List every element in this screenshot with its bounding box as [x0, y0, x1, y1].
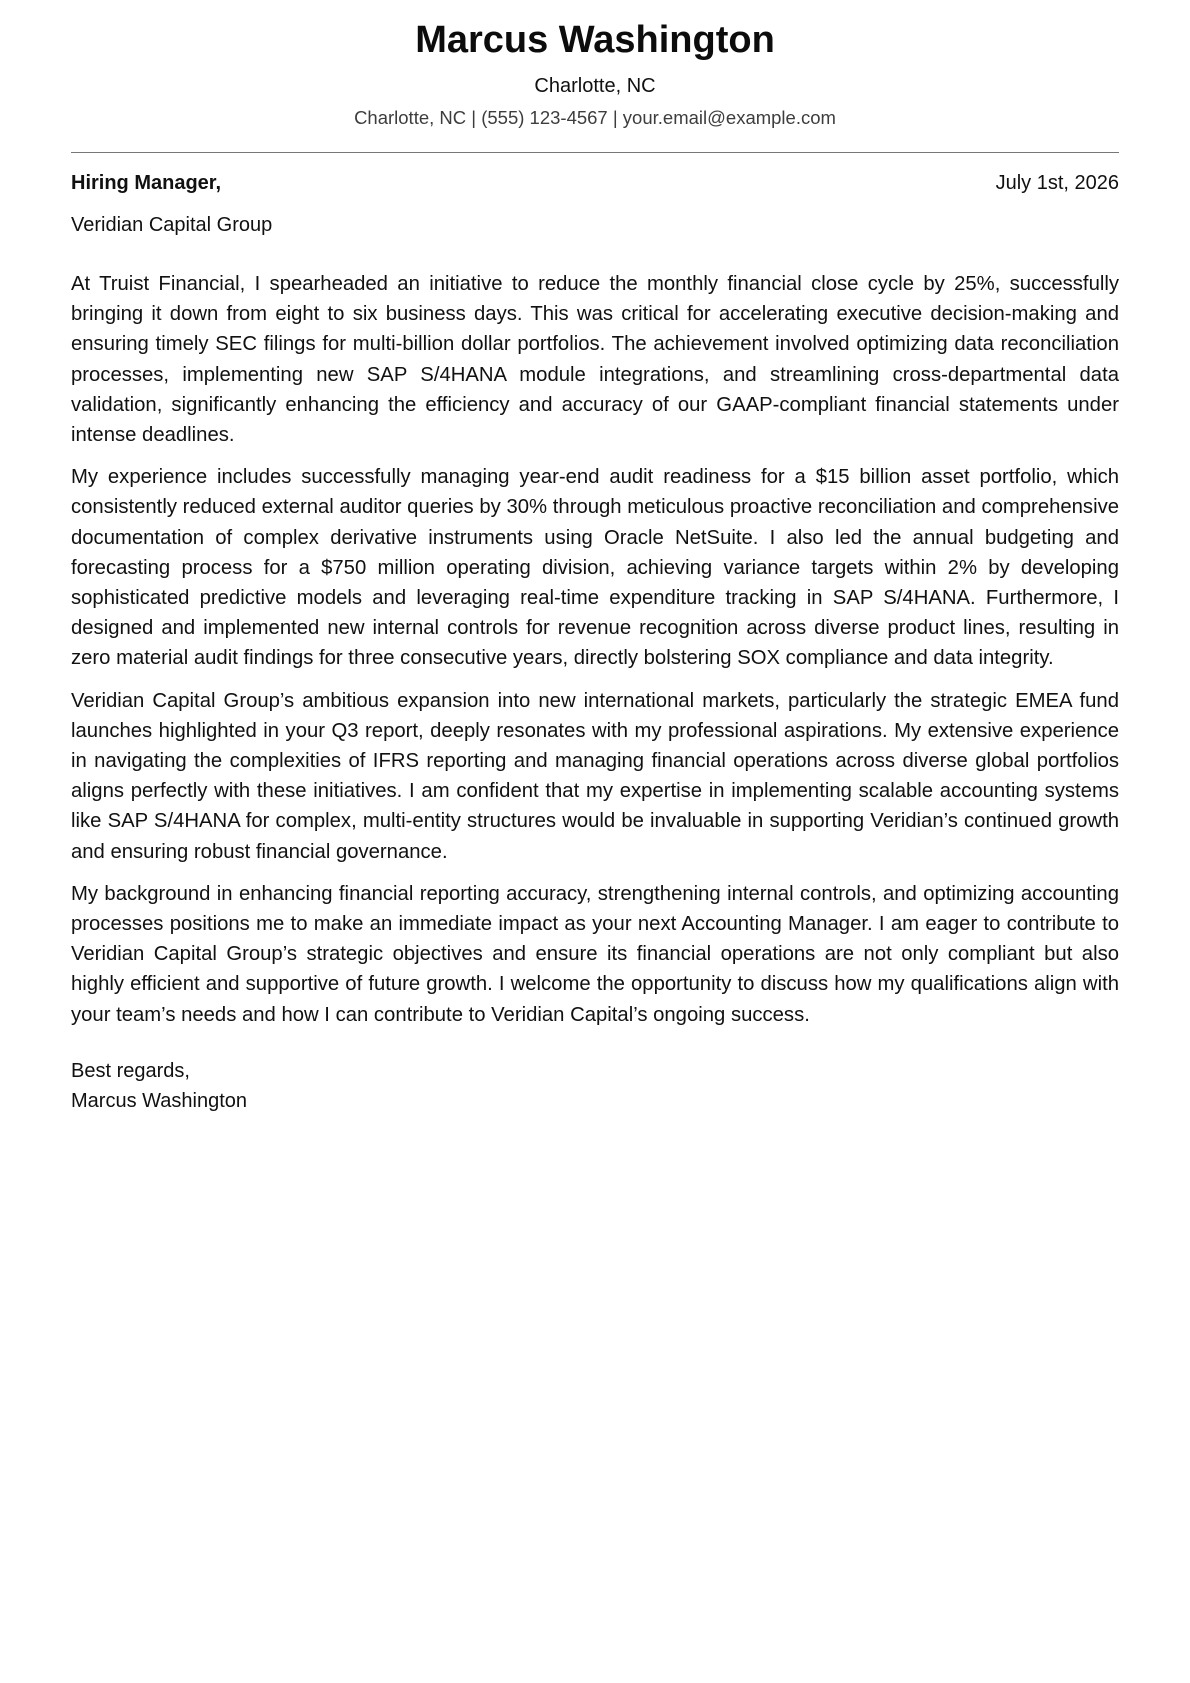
contact-line: Charlotte, NC | (555) 123-4567 | your.email@example.com — [354, 107, 836, 128]
letter-header — [71, 0, 1119, 130]
closing-phrase: Best regards, — [71, 1059, 190, 1082]
applicant-name: Marcus Washington — [415, 19, 775, 61]
recipient-date-row — [71, 169, 1119, 197]
header-divider — [71, 152, 1119, 153]
body-paragraph: My experience includes successfully managing year-end audit readiness for a $15 billion asset portfolio, which consistently reduced external auditor queries by 30% through meticulous proactive reconciliation and comprehensive documentation of complex derivative instruments using Oracle NetSuite. I also led the annual budgeting and forecasting process for a $750 million operating division, achieving variance targets within 2% by developing sophisticated predictive models and leveraging real-time expenditure tracking in SAP S/4HANA. Furthermore, I designed and implemented new internal controls for revenue recognition across diverse product lines, resulting in zero material audit findings for three consecutive years, directly bolstering SOX compliance and data integrity. — [71, 466, 1119, 670]
signature-name: Marcus Washington — [71, 1089, 247, 1112]
body-paragraph: Veridian Capital Group’s ambitious expansion into new international markets, particularly the strategic EMEA fund launches highlighted in your Q3 report, deeply resonates with my professional aspirations. My extensive experience in navigating the complexities of IFRS reporting and managing financial operations across diverse global portfolios aligns perfectly with these initiatives. I am confident that my expertise in implementing scalable accounting systems like SAP S/4HANA for complex, multi-entity structures would be invaluable in supporting Veridian’s continued growth and ensuring robust financial governance. — [71, 689, 1119, 863]
applicant-location: Charlotte, NC — [534, 75, 656, 97]
letter-body — [71, 269, 1119, 1030]
body-paragraph: At Truist Financial, I spearheaded an initiative to reduce the monthly financial close cycle by 25%, successfully bringing it down from eight to six business days. This was critical for accelerating executive decision-making and ensuring timely SEC filings for multi-billion dollar portfolios. The achievement involved optimizing data reconciliation processes, implementing new SAP S/4HANA module integrations, and streamlining cross-departmental data validation, significantly enhancing the efficiency and accuracy of our GAAP-compliant financial statements under intense deadlines. — [71, 273, 1119, 447]
company-name: Veridian Capital Group — [71, 214, 273, 236]
letter-date: July 1st, 2026 — [995, 172, 1119, 194]
letter-closing — [71, 1056, 1119, 1116]
recipient-salutation: Hiring Manager, — [71, 172, 222, 194]
body-paragraph: My background in enhancing financial reporting accuracy, strengthening internal controls, and optimizing accounting processes positions me to make an immediate impact as your next Accounting Manager. I am eager to contribute to Veridian Capital Group’s strategic objectives and ensure its financial operations are not only compliant but also highly efficient and supportive of future growth. I welcome the opportunity to discuss how my qualifications align with your team’s needs and how I can contribute to Veridian Capital’s ongoing success. — [71, 882, 1119, 1026]
